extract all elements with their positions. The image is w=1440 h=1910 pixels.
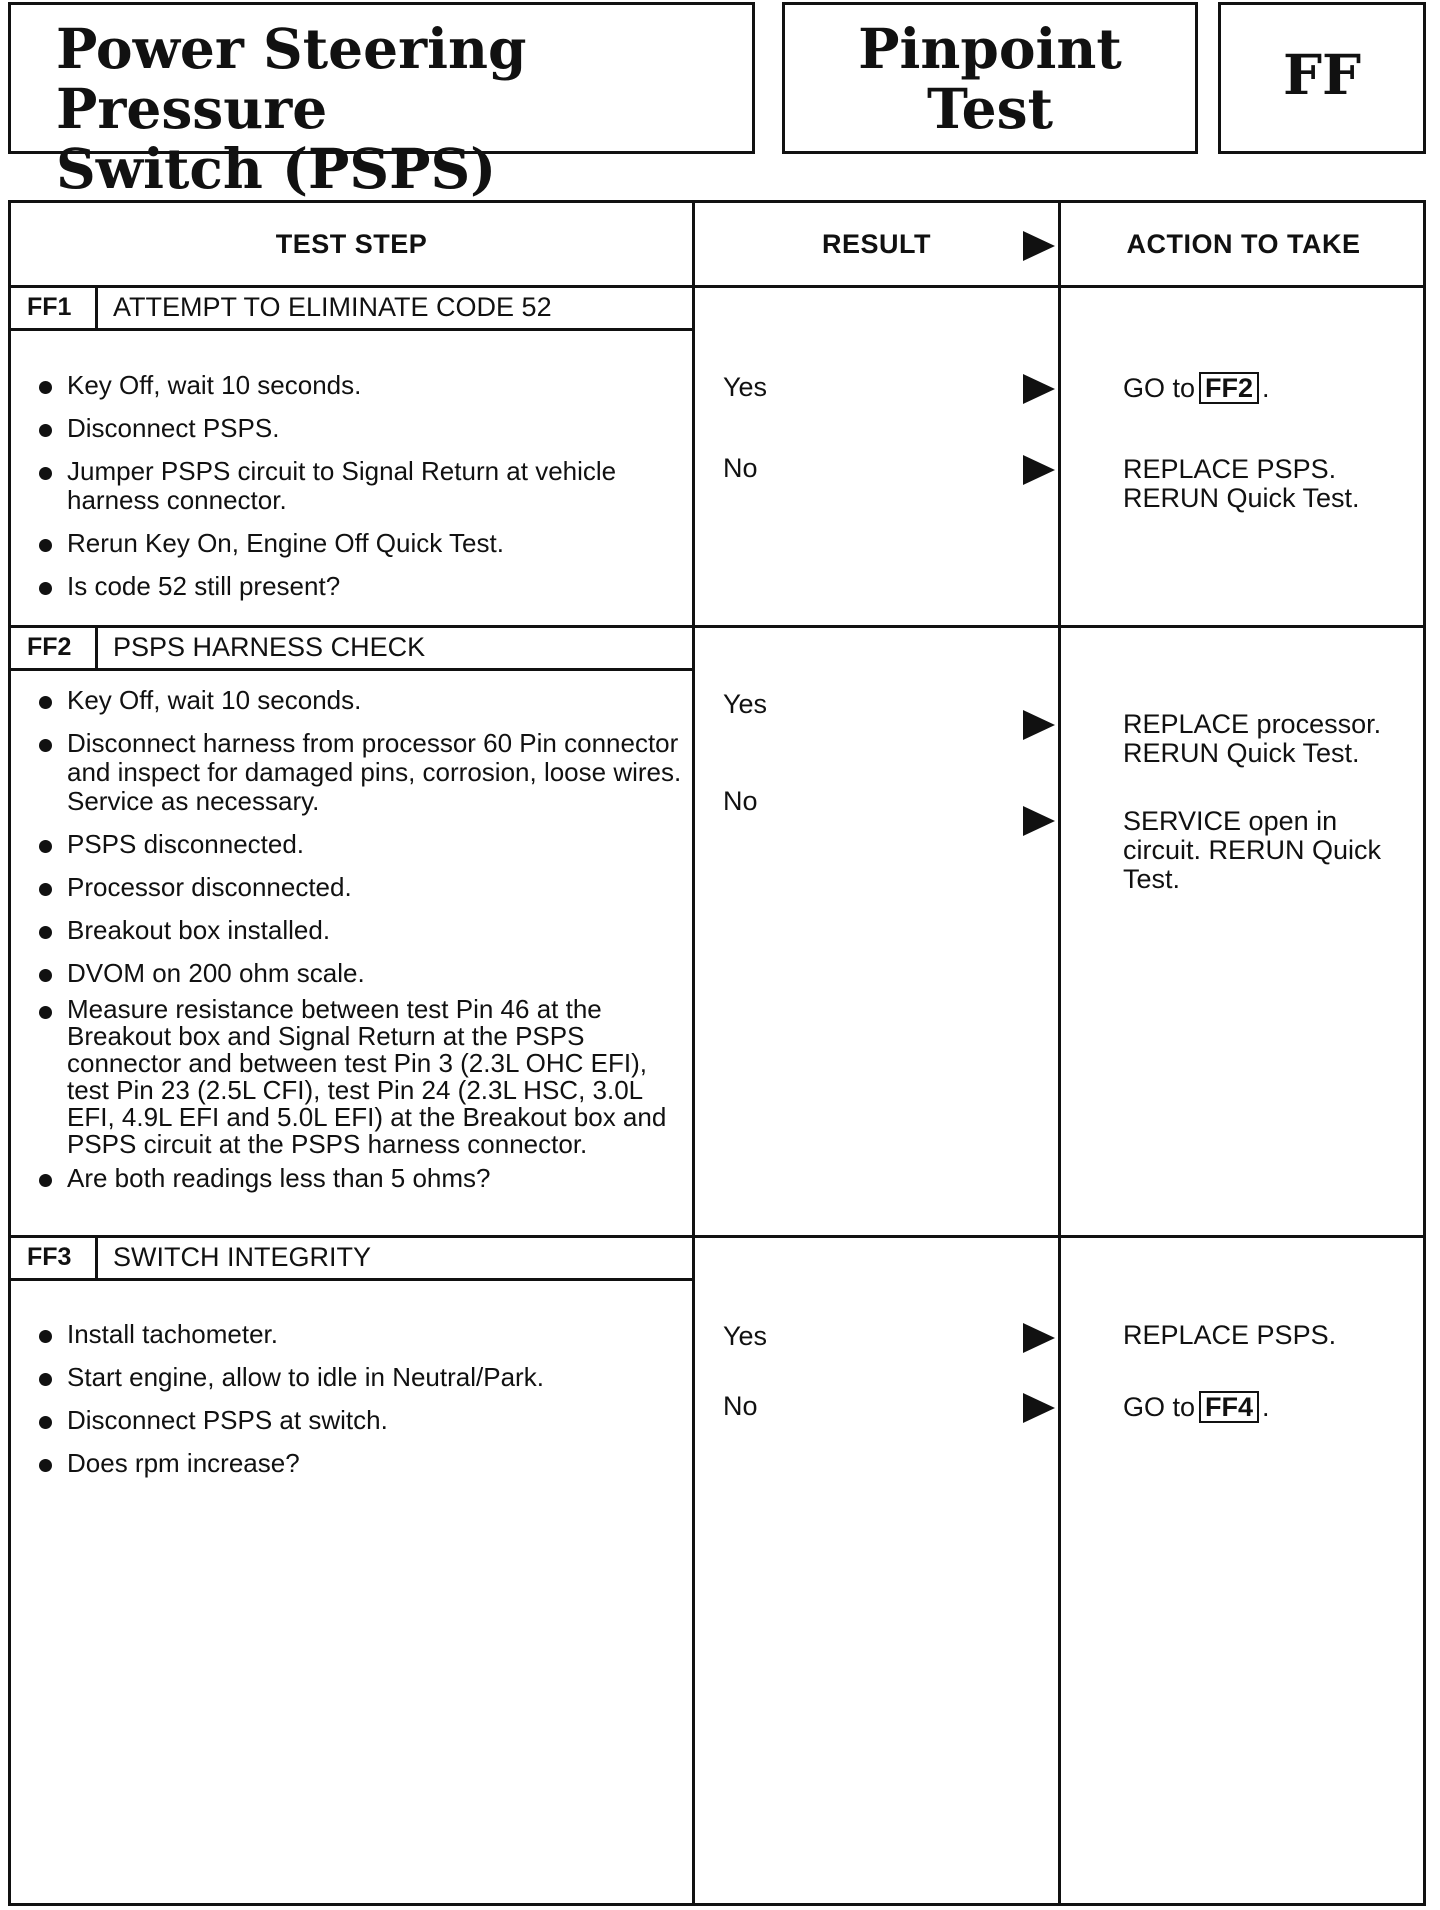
instruction-item: DVOM on 200 ohm scale. [37,959,685,988]
result-no: No [723,786,758,816]
result-yes: Yes [723,1321,768,1351]
result-yes: Yes [723,372,768,402]
instruction-item: Disconnect harness from processor 60 Pin connector and inspect for damaged pins, corrosion, loose wires. Service as necessary. [37,729,685,816]
action-go-to-ff4 [1123,1391,1270,1423]
step-title: PSPS HARNESS CHECK [113,632,426,662]
instruction-item: Rerun Key On, Engine Off Quick Test. [37,529,685,558]
instruction-item: Are both readings less than 5 ohms? [37,1164,685,1193]
instruction-item: Does rpm increase? [37,1449,685,1478]
action-text: SERVICE open in circuit. RERUN Quick Test. [1123,806,1382,894]
step-instructions [37,1320,685,1478]
result-arrow-icon [1023,455,1055,485]
action-suffix: . [1262,1392,1270,1422]
action-prefix: GO to [1123,373,1196,403]
header-divider [11,285,1423,288]
pinpoint-table [8,200,1426,1906]
action-prefix: GO to [1123,1392,1196,1422]
instruction-item: Disconnect PSPS at switch. [37,1406,685,1435]
step-divider [11,1235,1423,1238]
instruction-item: Key Off, wait 10 seconds. [37,686,685,715]
result-arrow-icon [1023,374,1055,404]
result-arrow-icon [1023,1393,1055,1423]
test-type-label: Pinpoint Test [858,16,1122,141]
result-no: No [723,453,758,483]
action-go-to-ff2 [1123,372,1270,404]
step-ref-link[interactable]: FF2 [1199,372,1259,404]
instruction-item: PSPS disconnected. [37,830,685,859]
action-text: REPLACE PSPS. [1123,1320,1337,1350]
step-title-divider [11,1278,692,1281]
instruction-item: Processor disconnected. [37,873,685,902]
step-title: ATTEMPT TO ELIMINATE CODE 52 [113,292,552,322]
result-yes: Yes [723,689,768,719]
action-text: REPLACE PSPS. RERUN Quick Test. [1123,454,1360,513]
instruction-item: Start engine, allow to idle in Neutral/Park. [37,1363,685,1392]
step-id-divider [95,625,98,671]
instruction-item: Disconnect PSPS. [37,414,685,443]
instruction-item: Jumper PSPS circuit to Signal Return at vehicle harness connector. [37,457,685,515]
step-title-divider [11,328,692,331]
instruction-item: Is code 52 still present? [37,572,685,601]
result-no: No [723,1391,758,1421]
instruction-item: Measure resistance between test Pin 46 at the Breakout box and Signal Return at the PSPS connector and between test Pin 3 (2.3L OHC EFI), test Pin 23 (2.5L CFI), test Pin 24 (2.3L HSC, 3.0L EFI, 4.9L EFI and 5.0L EFI) at the Breakout box and PSPS circuit at the PSPS harness connector. [37,996,685,1158]
step-id-divider [95,1235,98,1281]
step-id: FF2 [27,633,72,661]
result-arrow-icon [1023,806,1055,836]
page-title: Power Steering Pressure Switch (PSPS) [56,16,527,201]
column-divider [692,203,695,1903]
header-result: RESULT [822,229,931,259]
step-instructions [37,371,685,601]
step-title-divider [11,668,692,671]
test-type-box [782,2,1198,154]
result-arrow-icon [1023,710,1055,740]
header-test-step: TEST STEP [275,229,428,259]
header-action: ACTION TO TAKE [1126,229,1361,259]
action-text: REPLACE processor. RERUN Quick Test. [1123,709,1382,768]
column-divider [1058,203,1061,1903]
code-box [1218,2,1426,154]
instruction-item: Key Off, wait 10 seconds. [37,371,685,400]
instruction-item: Install tachometer. [37,1320,685,1349]
step-divider [11,625,1423,628]
step-id: FF1 [27,293,72,321]
test-code: FF [1282,42,1362,107]
step-ref-link[interactable]: FF4 [1199,1391,1259,1423]
step-instructions [37,686,685,1193]
result-arrow-icon [1023,1323,1055,1353]
action-suffix: . [1262,373,1270,403]
step-id-divider [95,285,98,331]
title-box [8,2,755,201]
step-title: SWITCH INTEGRITY [113,1242,371,1272]
result-arrow-icon [1023,231,1055,261]
instruction-item: Breakout box installed. [37,916,685,945]
step-id: FF3 [27,1243,72,1271]
